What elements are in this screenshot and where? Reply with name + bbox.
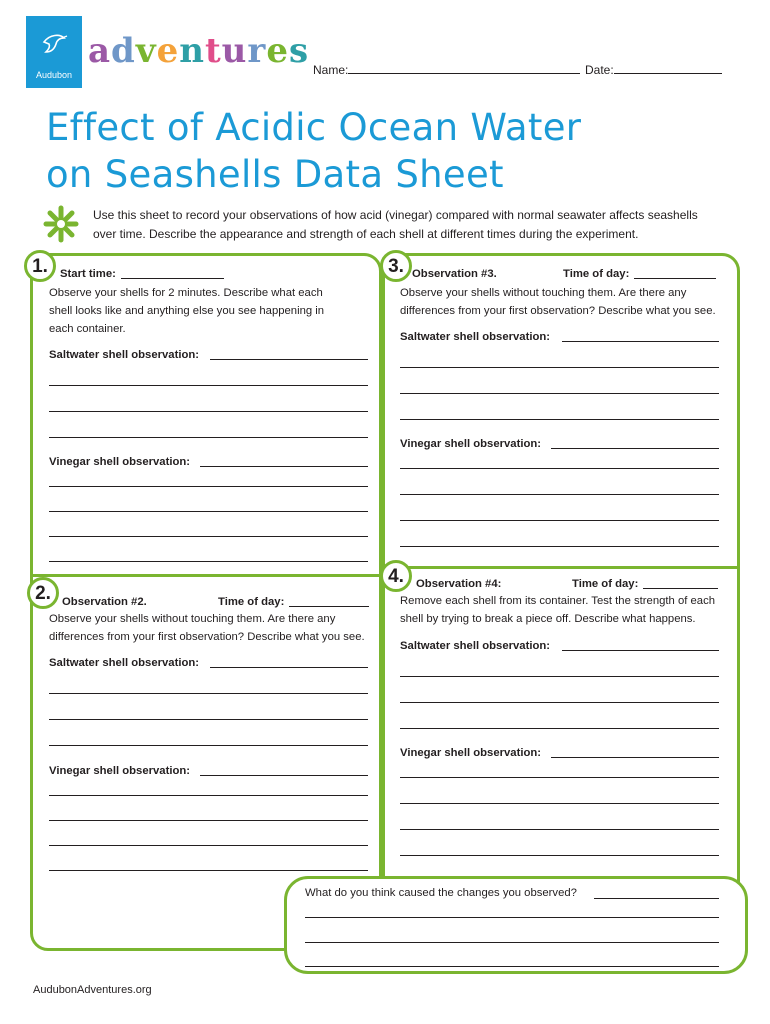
answer-line[interactable]	[49, 561, 368, 562]
wordmark-letter: u	[221, 31, 248, 71]
answer-line[interactable]	[49, 693, 368, 694]
observation-2-label: Observation #2.	[62, 596, 147, 608]
name-field[interactable]	[313, 63, 580, 77]
answer-line[interactable]	[49, 719, 368, 720]
answer-line[interactable]	[49, 437, 368, 438]
date-line[interactable]	[614, 63, 722, 74]
answer-line[interactable]	[400, 777, 719, 778]
answer-line[interactable]	[400, 494, 719, 495]
answer-line[interactable]	[551, 448, 719, 449]
desc-line: each container.	[49, 323, 126, 335]
section-2-number: 2.	[27, 577, 59, 609]
wordmark-letter: e	[156, 31, 180, 71]
time-line[interactable]	[289, 606, 369, 607]
answer-line[interactable]	[49, 385, 368, 386]
answer-line[interactable]	[551, 757, 719, 758]
left-divider	[32, 574, 384, 577]
wordmark-letter: v	[135, 31, 157, 71]
desc-line: Observe your shells for 2 minutes. Describe what each	[49, 287, 323, 299]
section-3-desc	[400, 284, 735, 320]
section-1-desc	[49, 284, 379, 338]
time-line[interactable]	[634, 278, 716, 279]
time-of-day-label: Time of day:	[563, 268, 630, 280]
answer-line[interactable]	[305, 917, 719, 918]
answer-line[interactable]	[200, 466, 368, 467]
title-line-2: on Seashells Data Sheet	[46, 153, 504, 196]
answer-line[interactable]	[49, 511, 368, 512]
answer-line[interactable]	[400, 520, 719, 521]
wordmark-letter: d	[111, 31, 136, 71]
start-time-line[interactable]	[121, 278, 224, 279]
time-of-day-label: Time of day:	[218, 596, 285, 608]
desc-line: differences from your first observation? Describe what you see.	[400, 305, 716, 317]
name-line[interactable]	[348, 63, 580, 74]
title-line-1: Effect of Acidic Ocean Water	[46, 106, 582, 149]
answer-line[interactable]	[49, 795, 368, 796]
vinegar-label: Vinegar shell observation:	[49, 765, 191, 777]
audubon-logo	[26, 16, 82, 88]
answer-line[interactable]	[400, 393, 719, 394]
section-2-desc	[49, 610, 379, 646]
desc-line: Observe your shells without touching them. Are there any	[400, 287, 687, 299]
answer-line[interactable]	[49, 845, 368, 846]
section-4-desc	[400, 592, 735, 628]
answer-line[interactable]	[49, 536, 368, 537]
intro-line-2: over time. Describe the appearance and strength of each shell at different times during the experiment.	[93, 227, 639, 241]
adventures-wordmark	[88, 31, 310, 71]
answer-line[interactable]	[400, 829, 719, 830]
observation-4-label: Observation #4:	[416, 578, 502, 590]
answer-line[interactable]	[594, 898, 719, 899]
wordmark-letter: e	[266, 31, 289, 71]
answer-line[interactable]	[562, 341, 719, 342]
answer-line[interactable]	[49, 870, 368, 871]
date-label: Date:	[585, 63, 614, 77]
desc-line: Observe your shells without touching them. Are there any	[49, 613, 336, 625]
answer-line[interactable]	[210, 359, 368, 360]
start-time-label: Start time:	[60, 268, 116, 280]
answer-line[interactable]	[400, 702, 719, 703]
section-1-number: 1.	[24, 250, 56, 282]
answer-line[interactable]	[200, 775, 368, 776]
vinegar-label: Vinegar shell observation:	[400, 438, 542, 450]
name-label: Name:	[313, 63, 349, 77]
answer-line[interactable]	[49, 486, 368, 487]
answer-line[interactable]	[49, 745, 368, 746]
observation-3-label: Observation #3.	[412, 268, 497, 280]
wordmark-letter: t	[204, 31, 222, 71]
page-title	[46, 104, 581, 198]
answer-line[interactable]	[305, 966, 719, 967]
saltwater-label: Saltwater shell observation:	[400, 331, 551, 343]
answer-line[interactable]	[49, 820, 368, 821]
bird-icon	[40, 28, 68, 58]
desc-line: differences from your first observation? Describe what you see.	[49, 631, 365, 643]
section-3-number: 3.	[380, 250, 412, 282]
flower-icon	[42, 204, 80, 244]
answer-line[interactable]	[400, 676, 719, 677]
wordmark-letter: r	[247, 31, 267, 71]
answer-line[interactable]	[210, 667, 368, 668]
answer-line[interactable]	[400, 855, 719, 856]
saltwater-label: Saltwater shell observation:	[400, 640, 551, 652]
answer-line[interactable]	[400, 546, 719, 547]
time-of-day-label: Time of day:	[572, 578, 639, 590]
answer-line[interactable]	[49, 411, 368, 412]
desc-line: shell by trying to break a piece off. Describe what happens.	[400, 613, 696, 625]
intro-line-1: Use this sheet to record your observations of how acid (vinegar) compared with normal seawater affects seashells	[93, 208, 698, 222]
date-field[interactable]	[585, 63, 722, 77]
answer-line[interactable]	[400, 468, 719, 469]
wordmark-letter: s	[288, 31, 310, 71]
logo-text: Audubon	[35, 70, 73, 80]
section-4-number: 4.	[380, 560, 412, 592]
desc-line: shell looks like and anything else you see happening in	[49, 305, 325, 317]
answer-line[interactable]	[305, 942, 719, 943]
saltwater-label: Saltwater shell observation:	[49, 349, 200, 361]
answer-line[interactable]	[400, 728, 719, 729]
footer-url[interactable]: AudubonAdventures.org	[33, 984, 152, 996]
wordmark-letter: a	[88, 31, 112, 71]
time-line[interactable]	[643, 588, 718, 589]
vinegar-label: Vinegar shell observation:	[400, 747, 542, 759]
desc-line: Remove each shell from its container. Test the strength of each	[400, 595, 716, 607]
vinegar-label: Vinegar shell observation:	[49, 456, 191, 468]
question-text: What do you think caused the changes you observed?	[305, 887, 577, 899]
answer-line[interactable]	[400, 367, 719, 368]
intro-text	[93, 206, 713, 244]
answer-line[interactable]	[562, 650, 719, 651]
answer-line[interactable]	[400, 803, 719, 804]
saltwater-label: Saltwater shell observation:	[49, 657, 200, 669]
right-divider	[382, 566, 740, 569]
answer-line[interactable]	[400, 419, 719, 420]
wordmark-letter: n	[179, 31, 205, 71]
